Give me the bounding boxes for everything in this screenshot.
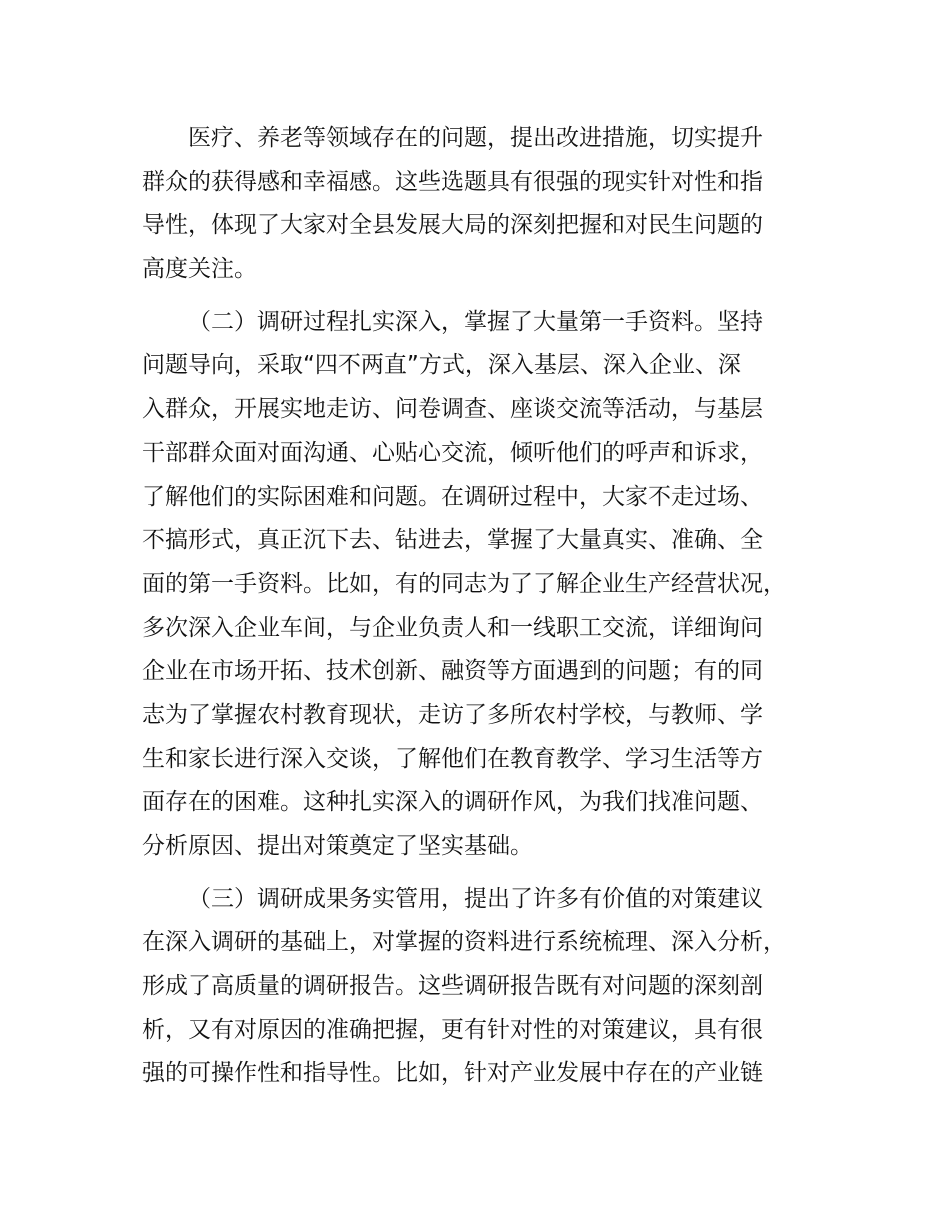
text-line: 群众的获得感和幸福感。这些选题具有很强的现实针对性和指 — [142, 168, 763, 195]
paragraph-1 — [142, 117, 832, 292]
text-line: 干部群众面对面沟通、心贴心交流，倾听他们的呼声和诉求， — [142, 439, 763, 466]
text-line: 医疗、养老等领域存在的问题，提出改进措施，切实提升 — [188, 125, 763, 151]
text-line: 导性，体现了大家对全县发展大局的深刻把握和对民生问题的 — [142, 212, 763, 239]
text-line: 了解他们的实际困难和问题。在调研过程中，大家不走过场、 — [142, 483, 763, 510]
text-line: 入群众，开展实地走访、问卷调查、座谈交流等活动，与基层 — [142, 396, 763, 423]
text-line: 分析原因、提出对策奠定了坚实基础。 — [142, 833, 533, 859]
paragraph-2 — [142, 301, 832, 869]
text-line: 析，又有对原因的准确把握，更有针对性的对策建议，具有很 — [142, 1016, 763, 1043]
text-line: 志为了掌握农村教育现状，走访了多所农村学校，与教师、学 — [142, 701, 763, 728]
text-line: 面存在的困难。这种扎实深入的调研作风，为我们找准问题、 — [142, 789, 763, 816]
text-line: 面的第一手资料。比如，有的同志为了了解企业生产经营状况， — [142, 570, 786, 597]
text-line: 多次深入企业车间，与企业负责人和一线职工交流，详细询问 — [142, 614, 763, 641]
text-line: 不搞形式，真正沉下去、钻进去，掌握了大量真实、准确、全 — [142, 527, 763, 554]
text-line: 在深入调研的基础上，对掌握的资料进行系统梳理、深入分析， — [142, 929, 786, 956]
text-line: 强的可操作性和指导性。比如，针对产业发展中存在的产业链 — [142, 1060, 763, 1087]
text-line: 问题导向，采取“四不两直”方式，深入基层、深入企业、深 — [142, 352, 741, 379]
document-body — [142, 117, 832, 1096]
text-line: （二）调研过程扎实深入，掌握了大量第一手资料。坚持 — [188, 308, 763, 335]
text-line: 企业在市场开拓、技术创新、融资等方面遇到的问题；有的同 — [142, 658, 763, 685]
text-line: 高度关注。 — [142, 256, 257, 283]
text-line: 生和家长进行深入交谈，了解他们在教育教学、学习生活等方 — [142, 745, 763, 772]
text-line: 形成了高质量的调研报告。这些调研报告既有对问题的深刻剖 — [142, 973, 763, 1000]
paragraph-3 — [142, 878, 832, 1096]
text-line: （三）调研成果务实管用，提出了许多有价值的对策建议 — [188, 885, 763, 912]
